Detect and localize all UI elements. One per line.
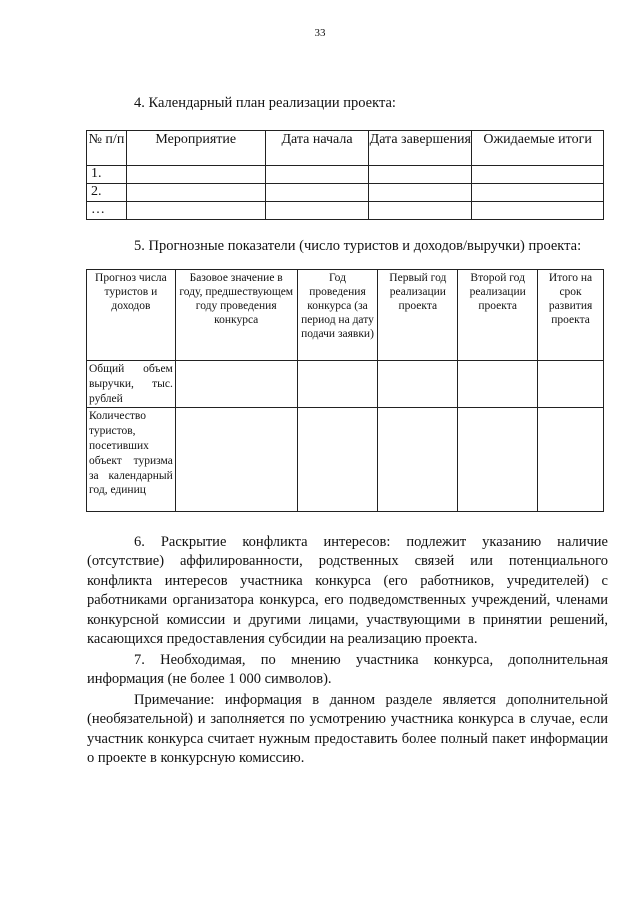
table-cell[interactable]: [175, 361, 297, 408]
table-cell[interactable]: [175, 408, 297, 512]
table-cell[interactable]: [265, 202, 369, 220]
table-cell[interactable]: [265, 184, 369, 202]
table-cell[interactable]: [538, 361, 604, 408]
row-label-tourists: Количество туристов, посетивших объект туризма за календарный год, единиц: [87, 408, 176, 512]
table-cell[interactable]: [472, 202, 604, 220]
table-row: [87, 408, 604, 512]
table-header-row: [87, 270, 604, 361]
header-base-value: Базовое значение в году, предшествующем году проведения конкурса: [175, 270, 297, 361]
table-cell[interactable]: [472, 184, 604, 202]
table-cell[interactable]: [265, 166, 369, 184]
calendar-plan-table: [86, 130, 604, 220]
table-cell[interactable]: [297, 408, 378, 512]
section-5-title: 5. Прогнозные показатели (число туристов и доходов/выручки) проекта:: [134, 238, 582, 254]
table-cell[interactable]: [297, 361, 378, 408]
row-number: 1.: [87, 166, 127, 184]
header-number: № п/п: [87, 131, 127, 166]
table-cell[interactable]: [458, 361, 538, 408]
header-start-date: Дата начала: [265, 131, 369, 166]
row-label-revenue: Общий объем выручки, тыс. рублей: [87, 361, 176, 408]
page-number: 33: [314, 27, 326, 39]
table-cell[interactable]: [458, 408, 538, 512]
section-7-paragraph: 7. Необходимая, по мнению участника конкурса, дополнительная информация (не более 1 000 символов).: [87, 652, 608, 688]
header-forecast: Прогноз числа туристов и доходов: [87, 270, 176, 361]
table-cell[interactable]: [378, 408, 458, 512]
header-end-date: Дата завершения: [369, 131, 472, 166]
table-cell[interactable]: [378, 361, 458, 408]
table-row: [87, 361, 604, 408]
row-number: 2.: [87, 184, 127, 202]
row-number: …: [87, 202, 127, 220]
header-second-year: Второй год реализации проекта: [458, 270, 538, 361]
table-cell[interactable]: [126, 202, 265, 220]
header-activity: Мероприятие: [126, 131, 265, 166]
table-cell[interactable]: [369, 202, 472, 220]
table-cell[interactable]: [126, 184, 265, 202]
table-row: [87, 202, 604, 220]
table-header-row: [87, 131, 604, 166]
header-first-year: Первый год реализации проекта: [378, 270, 458, 361]
table-cell[interactable]: [472, 166, 604, 184]
table-row: [87, 184, 604, 202]
header-expected-results: Ожидаемые итоги: [472, 131, 604, 166]
header-contest-year: Год проведения конкурса (за период на дату подачи заявки): [297, 270, 378, 361]
section-4-title: 4. Календарный план реализации проекта:: [134, 95, 396, 111]
forecast-indicators-table: [86, 269, 604, 512]
table-cell[interactable]: [126, 166, 265, 184]
header-total: Итого на срок развития проекта: [538, 270, 604, 361]
section-6-paragraph: 6. Раскрытие конфликта интересов: подлежит указанию наличие (отсутствие) аффилированности, родственных связей или потенциального конфликта интересов участника конкурса (его работников, учредителей) с работниками организатора конкурса, его подведомственных учреждений, членами конкурсной комиссии и другими лицами, участвующими в принятии решений, касающихся предоставления субсидии на реализацию проекта.: [87, 534, 608, 648]
table-row: [87, 166, 604, 184]
table-cell[interactable]: [369, 166, 472, 184]
table-cell[interactable]: [369, 184, 472, 202]
table-cell[interactable]: [538, 408, 604, 512]
note-paragraph: Примечание: информация в данном разделе является дополнительной (необязательной) и заполняется по усмотрению участника конкурса в случае, если участник конкурса считает нужным предоставить более полный пакет информации о проекте в конкурсную комиссию.: [87, 692, 608, 767]
